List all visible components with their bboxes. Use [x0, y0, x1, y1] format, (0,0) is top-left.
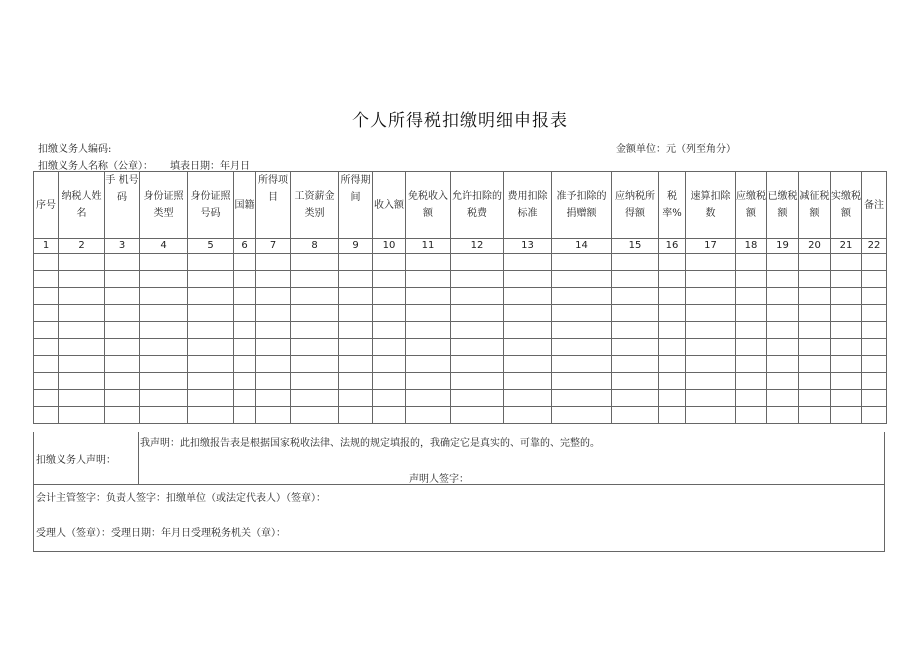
table-cell[interactable]: [188, 339, 234, 356]
table-cell[interactable]: [291, 322, 339, 339]
table-cell[interactable]: [291, 254, 339, 271]
table-cell[interactable]: [767, 339, 799, 356]
table-cell[interactable]: [686, 305, 736, 322]
table-cell[interactable]: [862, 373, 887, 390]
table-cell[interactable]: [504, 373, 552, 390]
table-cell[interactable]: [188, 407, 234, 424]
table-cell[interactable]: [291, 356, 339, 373]
table-cell[interactable]: [767, 356, 799, 373]
declaration-divider: [138, 432, 139, 484]
table-row: [34, 356, 887, 373]
table-cell[interactable]: [659, 271, 686, 288]
table-cell[interactable]: [339, 271, 373, 288]
table-cell[interactable]: [339, 356, 373, 373]
table-cell[interactable]: [659, 373, 686, 390]
amount-unit-label: 金额单位：元（列至角分）: [616, 144, 736, 155]
table-cell[interactable]: [373, 373, 406, 390]
table-cell[interactable]: [373, 271, 406, 288]
col-header-income-item: 所得项目: [256, 172, 291, 239]
table-row: [34, 322, 887, 339]
signature-line-officials: 会计主管签字：负责人签字：扣缴单位（或法定代表人）（签章）：: [36, 493, 326, 504]
table-cell[interactable]: [34, 373, 59, 390]
col-header-donation-deduction: 准予扣除的捐赠额: [552, 172, 612, 239]
table-cell[interactable]: [504, 254, 552, 271]
table-cell[interactable]: [767, 373, 799, 390]
table-cell[interactable]: [862, 288, 887, 305]
col-header-nationality: 国籍: [234, 172, 256, 239]
declarant-signature-label: 声明人签字：: [409, 474, 469, 485]
table-cell[interactable]: [612, 339, 659, 356]
table-cell[interactable]: [339, 407, 373, 424]
table-cell[interactable]: [105, 322, 140, 339]
table-cell[interactable]: [406, 305, 451, 322]
table-cell[interactable]: [234, 305, 256, 322]
table-cell[interactable]: [504, 356, 552, 373]
table-cell[interactable]: [612, 271, 659, 288]
table-cell[interactable]: [105, 356, 140, 373]
signature-section: [33, 485, 885, 552]
table-cell[interactable]: [406, 339, 451, 356]
table-cell[interactable]: [736, 356, 767, 373]
table-cell[interactable]: [659, 390, 686, 407]
table-cell[interactable]: [799, 356, 831, 373]
table-cell[interactable]: [451, 407, 504, 424]
table-cell[interactable]: [256, 254, 291, 271]
table-cell[interactable]: [767, 271, 799, 288]
header-row: [34, 172, 887, 239]
table-cell[interactable]: [339, 373, 373, 390]
table-cell[interactable]: [234, 373, 256, 390]
col-number: 16: [659, 239, 686, 254]
col-number: 17: [686, 239, 736, 254]
table-cell[interactable]: [59, 356, 105, 373]
table-cell[interactable]: [140, 271, 188, 288]
table-cell[interactable]: [862, 271, 887, 288]
column-number-row: [34, 239, 887, 254]
table-cell[interactable]: [406, 407, 451, 424]
table-cell[interactable]: [552, 390, 612, 407]
table-cell[interactable]: [34, 271, 59, 288]
table-cell[interactable]: [256, 356, 291, 373]
form-title: 个人所得税扣缴明细申报表: [352, 111, 568, 131]
table-cell[interactable]: [105, 271, 140, 288]
table-cell[interactable]: [736, 271, 767, 288]
table-cell[interactable]: [188, 305, 234, 322]
table-cell[interactable]: [234, 271, 256, 288]
table-cell[interactable]: [140, 390, 188, 407]
table-cell[interactable]: [105, 339, 140, 356]
col-number: 22: [862, 239, 887, 254]
table-cell[interactable]: [552, 356, 612, 373]
table-cell[interactable]: [339, 305, 373, 322]
table-cell[interactable]: [234, 339, 256, 356]
col-number: 1: [34, 239, 59, 254]
table-cell[interactable]: [451, 305, 504, 322]
table-cell[interactable]: [234, 254, 256, 271]
col-number: 12: [451, 239, 504, 254]
table-cell[interactable]: [831, 271, 862, 288]
table-cell[interactable]: [504, 288, 552, 305]
table-cell[interactable]: [451, 356, 504, 373]
col-header-taxpayer-name: 纳税人姓名: [59, 172, 105, 239]
table-cell[interactable]: [504, 322, 552, 339]
table-cell[interactable]: [504, 339, 552, 356]
table-cell[interactable]: [767, 254, 799, 271]
col-number: 9: [339, 239, 373, 254]
table-cell[interactable]: [256, 339, 291, 356]
table-cell[interactable]: [234, 288, 256, 305]
col-number: 14: [552, 239, 612, 254]
table-cell[interactable]: [140, 407, 188, 424]
table-cell[interactable]: [736, 390, 767, 407]
table-cell[interactable]: [373, 407, 406, 424]
table-cell[interactable]: [34, 390, 59, 407]
col-number: 13: [504, 239, 552, 254]
table-cell[interactable]: [339, 390, 373, 407]
table-cell[interactable]: [291, 305, 339, 322]
table-row: [34, 254, 887, 271]
table-cell[interactable]: [406, 271, 451, 288]
table-cell[interactable]: [831, 339, 862, 356]
table-cell[interactable]: [799, 322, 831, 339]
table-cell[interactable]: [59, 339, 105, 356]
table-cell[interactable]: [140, 356, 188, 373]
table-cell[interactable]: [767, 305, 799, 322]
table-cell[interactable]: [504, 390, 552, 407]
table-cell[interactable]: [552, 271, 612, 288]
table-cell[interactable]: [612, 356, 659, 373]
table-cell[interactable]: [552, 254, 612, 271]
table-cell[interactable]: [552, 373, 612, 390]
tax-detail-table: [33, 171, 887, 424]
table-cell[interactable]: [659, 356, 686, 373]
table-cell[interactable]: [451, 373, 504, 390]
col-number: 15: [612, 239, 659, 254]
table-cell[interactable]: [767, 390, 799, 407]
table-cell[interactable]: [59, 271, 105, 288]
table-cell[interactable]: [552, 322, 612, 339]
col-header-tax-payable: 应缴税额: [736, 172, 767, 239]
table-cell[interactable]: [686, 390, 736, 407]
table-cell[interactable]: [339, 254, 373, 271]
col-header-income-period: 所得期间: [339, 172, 373, 239]
table-cell[interactable]: [736, 339, 767, 356]
table-cell[interactable]: [406, 254, 451, 271]
table-cell[interactable]: [504, 305, 552, 322]
table-cell[interactable]: [59, 407, 105, 424]
table-cell[interactable]: [736, 305, 767, 322]
table-cell[interactable]: [105, 390, 140, 407]
col-number: 7: [256, 239, 291, 254]
table-cell[interactable]: [831, 254, 862, 271]
table-cell[interactable]: [686, 407, 736, 424]
col-header-tax-free-income: 免税收入额: [406, 172, 451, 239]
table-cell[interactable]: [291, 390, 339, 407]
table-cell[interactable]: [799, 339, 831, 356]
table-cell[interactable]: [140, 373, 188, 390]
table-cell[interactable]: [188, 288, 234, 305]
table-cell[interactable]: [291, 373, 339, 390]
table-cell[interactable]: [799, 390, 831, 407]
table-cell[interactable]: [451, 288, 504, 305]
table-cell[interactable]: [59, 390, 105, 407]
declaration-text: 我声明：此扣缴报告表是根据国家税收法律、法规的规定填报的，我确定它是真实的、可靠的、完整的。: [140, 438, 600, 449]
col-number: 3: [105, 239, 140, 254]
table-cell[interactable]: [188, 322, 234, 339]
declaration-label: 扣缴义务人声明：: [36, 455, 116, 466]
table-cell[interactable]: [373, 322, 406, 339]
table-cell[interactable]: [612, 305, 659, 322]
withholder-code-label: 扣缴义务人编码:: [38, 144, 112, 155]
table-cell[interactable]: [799, 271, 831, 288]
table-cell[interactable]: [831, 373, 862, 390]
table-cell[interactable]: [59, 322, 105, 339]
table-cell[interactable]: [34, 339, 59, 356]
col-header-id-type: 身份证照类型: [140, 172, 188, 239]
table-cell[interactable]: [659, 305, 686, 322]
table-cell[interactable]: [612, 373, 659, 390]
table-cell[interactable]: [862, 254, 887, 271]
table-cell[interactable]: [862, 407, 887, 424]
table-cell[interactable]: [736, 322, 767, 339]
table-cell[interactable]: [862, 339, 887, 356]
table-cell[interactable]: [59, 254, 105, 271]
table-cell[interactable]: [188, 271, 234, 288]
col-header-expense-standard: 费用扣除标准: [504, 172, 552, 239]
table-cell[interactable]: [234, 356, 256, 373]
table-cell[interactable]: [256, 390, 291, 407]
table-cell[interactable]: [140, 339, 188, 356]
table-cell[interactable]: [34, 407, 59, 424]
table-cell[interactable]: [188, 254, 234, 271]
table-cell[interactable]: [373, 356, 406, 373]
table-cell[interactable]: [188, 356, 234, 373]
col-header-phone: 手 机号码: [105, 172, 140, 239]
table-cell[interactable]: [767, 407, 799, 424]
table-cell[interactable]: [34, 254, 59, 271]
table-cell[interactable]: [373, 305, 406, 322]
table-cell[interactable]: [451, 339, 504, 356]
table-cell[interactable]: [256, 305, 291, 322]
table-cell[interactable]: [140, 254, 188, 271]
table-cell[interactable]: [686, 271, 736, 288]
table-row: [34, 339, 887, 356]
table-cell[interactable]: [256, 271, 291, 288]
table-cell[interactable]: [767, 322, 799, 339]
table-cell[interactable]: [59, 288, 105, 305]
col-header-income-amount: 收入额: [373, 172, 406, 239]
table-cell[interactable]: [799, 373, 831, 390]
col-number: 4: [140, 239, 188, 254]
table-cell[interactable]: [612, 254, 659, 271]
table-cell[interactable]: [831, 305, 862, 322]
table-cell[interactable]: [339, 322, 373, 339]
table-cell[interactable]: [686, 254, 736, 271]
table-cell[interactable]: [256, 373, 291, 390]
table-cell[interactable]: [406, 390, 451, 407]
table-cell[interactable]: [34, 305, 59, 322]
table-row: [34, 288, 887, 305]
fill-date-label: 填表日期：年月日: [170, 161, 250, 172]
table-cell[interactable]: [659, 407, 686, 424]
table-cell[interactable]: [552, 339, 612, 356]
table-cell[interactable]: [451, 271, 504, 288]
table-cell[interactable]: [767, 288, 799, 305]
table-cell[interactable]: [256, 322, 291, 339]
table-cell[interactable]: [862, 390, 887, 407]
table-cell[interactable]: [862, 322, 887, 339]
table-cell[interactable]: [799, 254, 831, 271]
table-cell[interactable]: [34, 322, 59, 339]
entry-rows: [34, 254, 887, 424]
table-cell[interactable]: [659, 322, 686, 339]
table-cell[interactable]: [451, 390, 504, 407]
table-cell[interactable]: [373, 390, 406, 407]
table-cell[interactable]: [862, 356, 887, 373]
table-cell[interactable]: [406, 288, 451, 305]
table-cell[interactable]: [140, 288, 188, 305]
table-cell[interactable]: [736, 254, 767, 271]
table-cell[interactable]: [831, 288, 862, 305]
table-cell[interactable]: [406, 373, 451, 390]
table-cell[interactable]: [291, 271, 339, 288]
col-header-quick-deduction: 速算扣除数: [686, 172, 736, 239]
table-cell[interactable]: [105, 305, 140, 322]
table-cell[interactable]: [291, 339, 339, 356]
col-number: 18: [736, 239, 767, 254]
table-cell[interactable]: [659, 288, 686, 305]
col-header-id-number: 身份证照号码: [188, 172, 234, 239]
table-cell[interactable]: [659, 254, 686, 271]
table-cell[interactable]: [612, 390, 659, 407]
table-cell[interactable]: [256, 407, 291, 424]
table-cell[interactable]: [406, 322, 451, 339]
col-number: 20: [799, 239, 831, 254]
table-cell[interactable]: [736, 407, 767, 424]
table-cell[interactable]: [831, 407, 862, 424]
table-cell[interactable]: [831, 390, 862, 407]
table-cell[interactable]: [188, 373, 234, 390]
table-cell[interactable]: [451, 322, 504, 339]
table-cell[interactable]: [659, 339, 686, 356]
table-cell[interactable]: [406, 356, 451, 373]
table-cell[interactable]: [373, 288, 406, 305]
table-cell[interactable]: [105, 254, 140, 271]
table-cell[interactable]: [34, 288, 59, 305]
table-cell[interactable]: [256, 288, 291, 305]
col-number: 11: [406, 239, 451, 254]
table-cell[interactable]: [339, 288, 373, 305]
col-number: 5: [188, 239, 234, 254]
table-row: [34, 271, 887, 288]
table-cell[interactable]: [831, 356, 862, 373]
table-cell[interactable]: [612, 288, 659, 305]
table-cell[interactable]: [188, 390, 234, 407]
table-cell[interactable]: [140, 305, 188, 322]
col-header-tax-reduced: 减征税额: [799, 172, 831, 239]
table-cell[interactable]: [552, 305, 612, 322]
table-cell[interactable]: [234, 390, 256, 407]
table-cell[interactable]: [552, 407, 612, 424]
table-cell[interactable]: [291, 407, 339, 424]
table-cell[interactable]: [799, 407, 831, 424]
table-row: [34, 373, 887, 390]
table-cell[interactable]: [552, 288, 612, 305]
col-header-tax-actually-paid: 实缴税额: [831, 172, 862, 239]
table-cell[interactable]: [736, 373, 767, 390]
col-header-tax-paid: 已缴税额: [767, 172, 799, 239]
table-row: [34, 305, 887, 322]
col-header-deductible-taxes: 允许扣除的税费: [451, 172, 504, 239]
table-cell[interactable]: [291, 288, 339, 305]
col-number: 19: [767, 239, 799, 254]
table-cell[interactable]: [612, 407, 659, 424]
table-cell[interactable]: [373, 254, 406, 271]
table-row: [34, 390, 887, 407]
table-cell[interactable]: [831, 322, 862, 339]
table-cell[interactable]: [140, 322, 188, 339]
col-number: 8: [291, 239, 339, 254]
col-number: 10: [373, 239, 406, 254]
col-header-seq: 序号: [34, 172, 59, 239]
table-cell[interactable]: [234, 407, 256, 424]
signature-line-receiver: 受理人（签章）：受理日期：年月日受理税务机关（章）：: [36, 528, 286, 539]
table-cell[interactable]: [105, 373, 140, 390]
table-cell[interactable]: [59, 373, 105, 390]
withholder-name-label: 扣缴义务人名称（公章）：: [38, 161, 153, 172]
col-header-salary-category: 工资薪金类别: [291, 172, 339, 239]
table-cell[interactable]: [34, 356, 59, 373]
col-header-remarks: 备注: [862, 172, 887, 239]
table-cell[interactable]: [686, 373, 736, 390]
declaration-section: [33, 432, 885, 485]
table-cell[interactable]: [339, 339, 373, 356]
table-cell[interactable]: [686, 288, 736, 305]
table-cell[interactable]: [799, 288, 831, 305]
table-cell[interactable]: [105, 288, 140, 305]
col-header-taxable-income: 应纳税所得额: [612, 172, 659, 239]
table-cell[interactable]: [59, 305, 105, 322]
table-row: [34, 407, 887, 424]
table-cell[interactable]: [862, 305, 887, 322]
table-cell[interactable]: [736, 288, 767, 305]
table-cell[interactable]: [373, 339, 406, 356]
table-cell[interactable]: [799, 305, 831, 322]
col-number: 21: [831, 239, 862, 254]
table-cell[interactable]: [451, 254, 504, 271]
col-number: 6: [234, 239, 256, 254]
table-cell[interactable]: [686, 322, 736, 339]
table-cell[interactable]: [504, 407, 552, 424]
table-cell[interactable]: [504, 271, 552, 288]
table-cell[interactable]: [234, 322, 256, 339]
col-header-tax-rate: 税率%: [659, 172, 686, 239]
table-cell[interactable]: [105, 407, 140, 424]
table-cell[interactable]: [686, 356, 736, 373]
table-cell[interactable]: [612, 322, 659, 339]
col-number: 2: [59, 239, 105, 254]
table-cell[interactable]: [686, 339, 736, 356]
